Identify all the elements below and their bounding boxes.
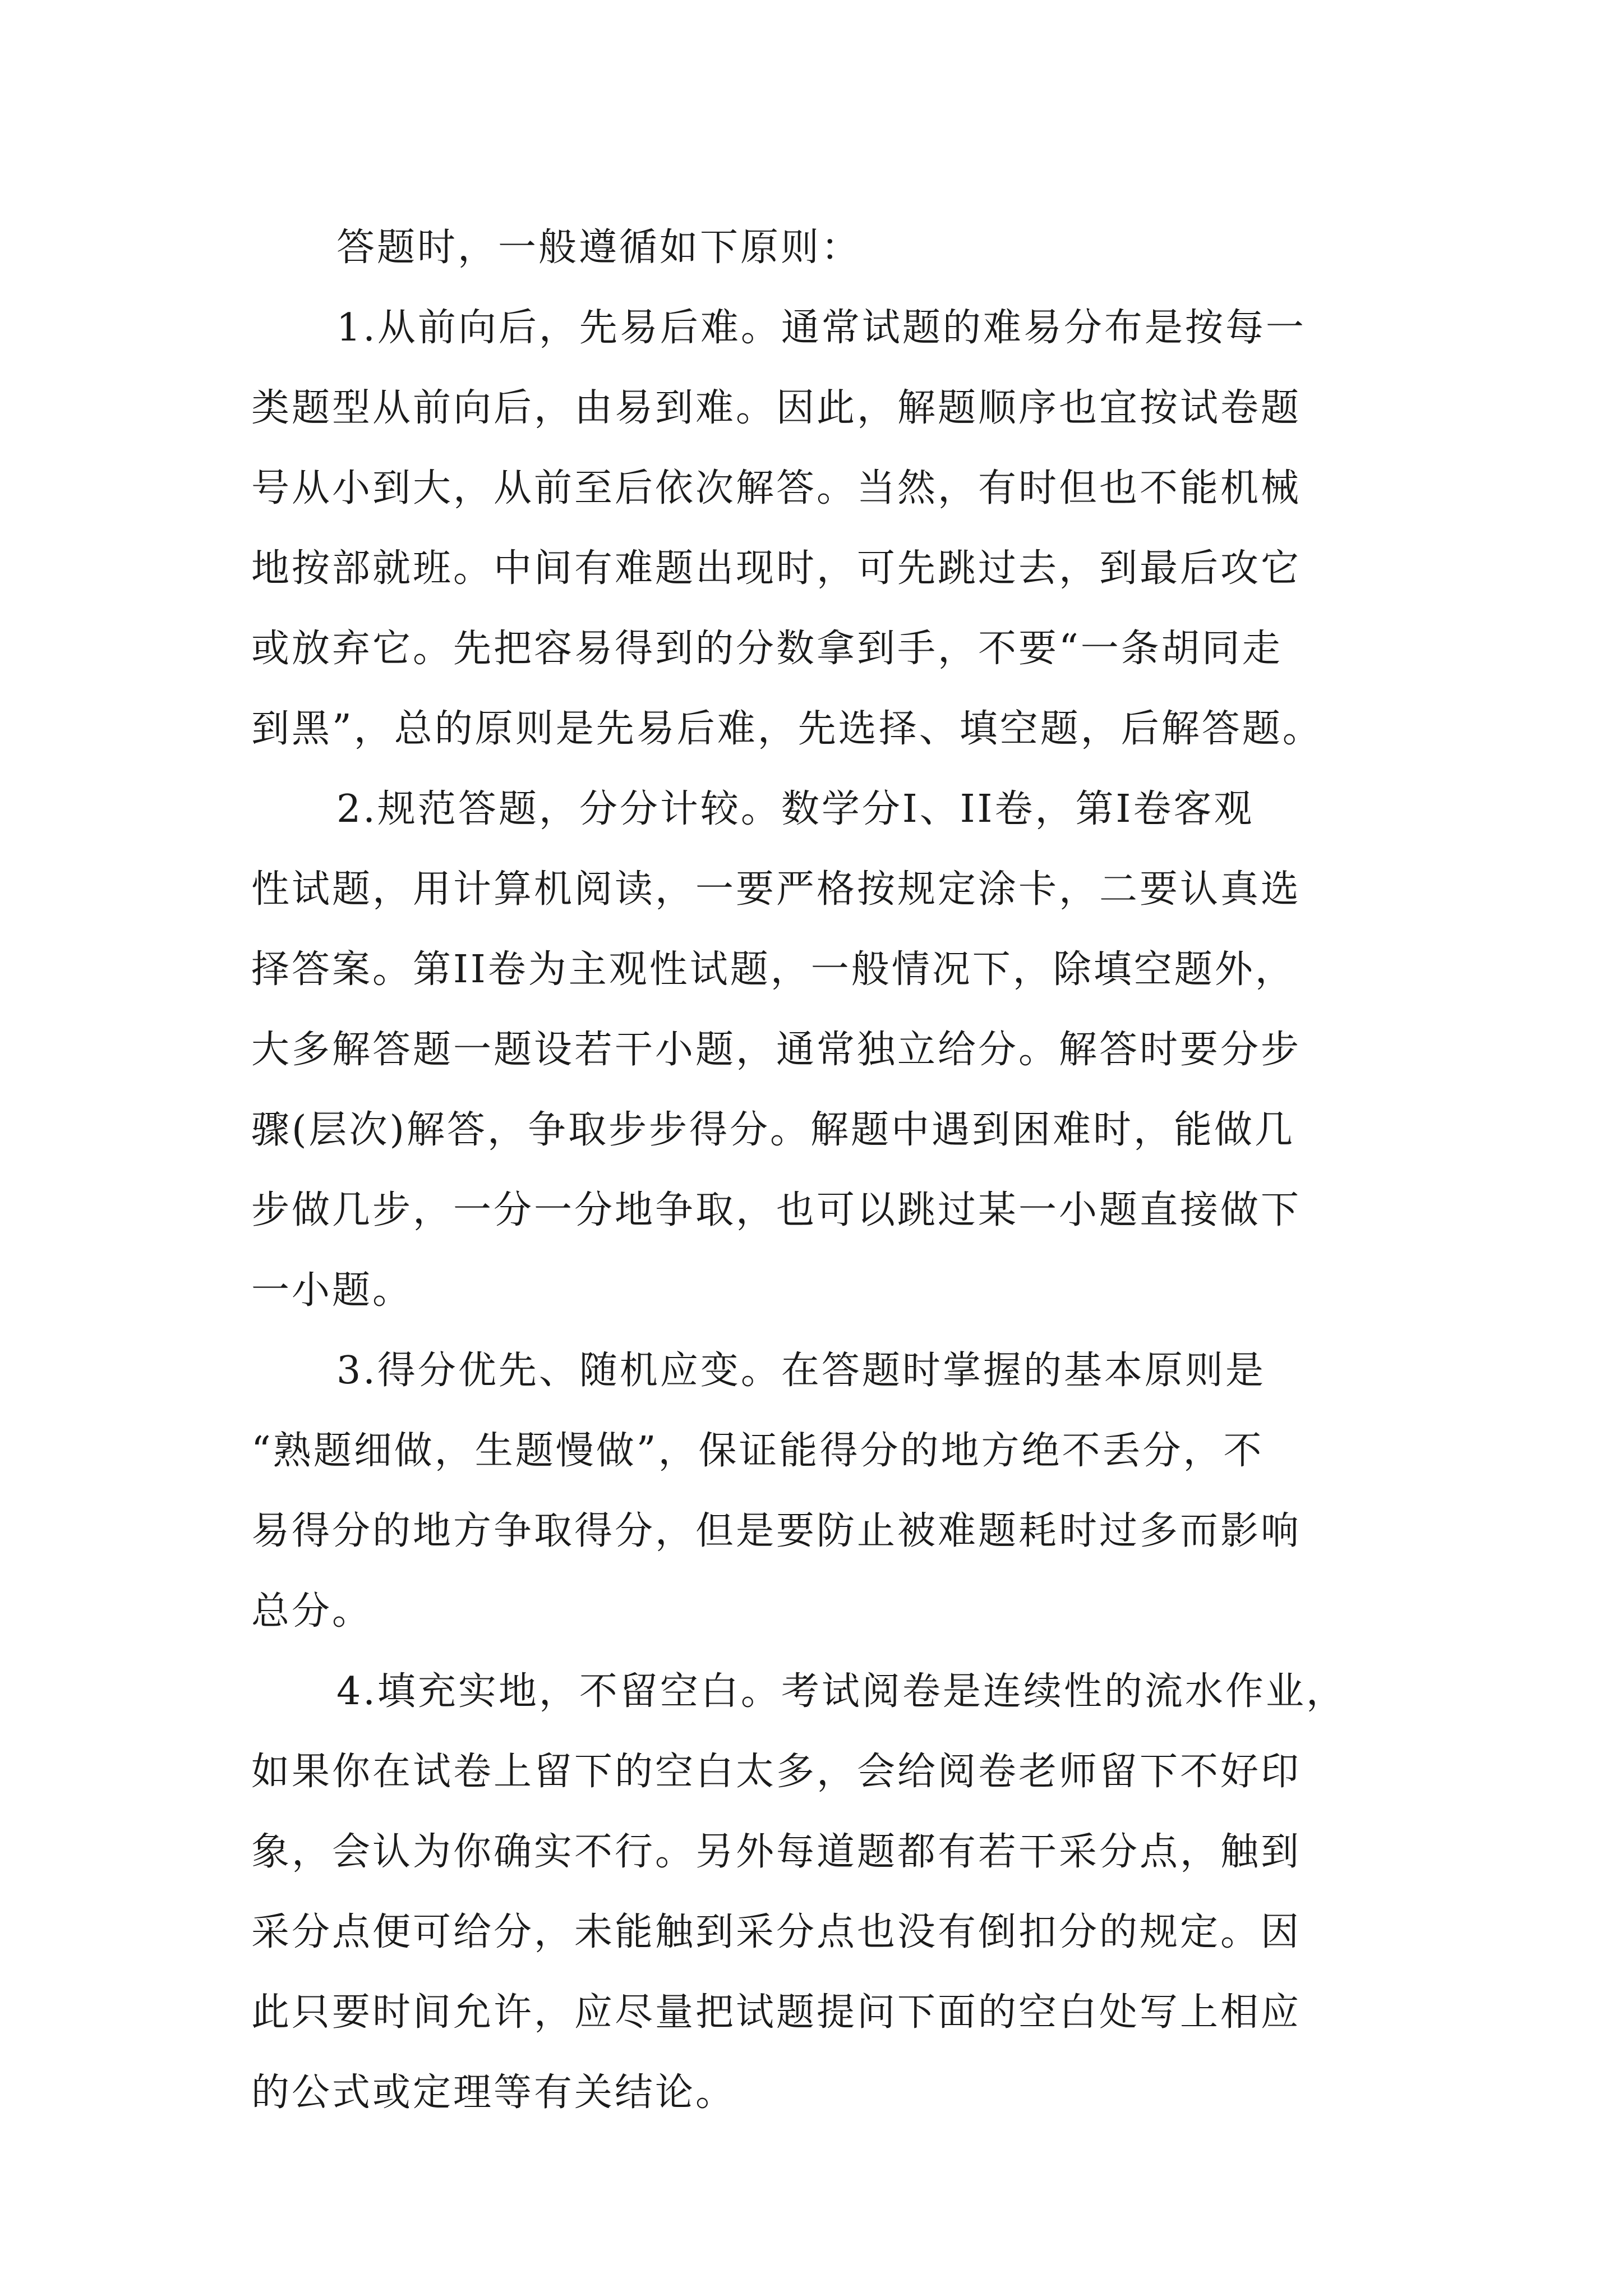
principle-2-line: 择答案。第II卷为主观性试题，一般情况下，除填空题外， xyxy=(251,947,1295,992)
principle-2-line: 骤(层次)解答，争取步步得分。解题中遇到困难时，能做几 xyxy=(251,1108,1295,1152)
principle-4-line: 如果你在试卷上留下的空白太多，会给阅卷老师留下不好印 xyxy=(251,1750,1302,1794)
principle-1-line: 号从小到大，从前至后依次解答。当然，有时但也不能机械 xyxy=(251,466,1302,510)
principle-3-line: 3.得分优先、随机应变。在答题时掌握的基本原则是 xyxy=(336,1349,1266,1393)
principle-3-line: “熟题细做，生题慢做”，保证能得分的地方绝不丢分，不 xyxy=(251,1429,1264,1473)
intro-line: 答题时，一般遵循如下原则： xyxy=(336,226,862,270)
document-body xyxy=(251,208,1402,2133)
principle-3-line: 总分。 xyxy=(251,1589,373,1634)
principle-4-line: 的公式或定理等有关结论。 xyxy=(251,2070,736,2115)
principle-2-line: 步做几步，一分一分地争取，也可以跳过某一小题直接做下 xyxy=(251,1188,1302,1232)
principle-2-line: 一小题。 xyxy=(251,1268,413,1313)
principle-1-line: 1.从前向后，先易后难。通常试题的难易分布是按每一 xyxy=(336,306,1306,350)
principle-1-line: 地按部就班。中间有难题出现时，可先跳过去，到最后攻它 xyxy=(251,546,1302,591)
principle-1-line: 到黑”，总的原则是先易后难，先选择、填空题，后解答题。 xyxy=(251,707,1323,751)
principle-4-line: 象，会认为你确实不行。另外每道题都有若干采分点，触到 xyxy=(251,1830,1302,1874)
principle-1-line: 或放弃它。先把容易得到的分数拿到手，不要“一条胡同走 xyxy=(251,627,1283,671)
principle-4-line: 4.填充实地，不留空白。考试阅卷是连续性的流水作业， xyxy=(336,1669,1347,1714)
principle-2-line: 大多解答题一题设若干小题，通常独立给分。解答时要分步 xyxy=(251,1028,1302,1072)
principle-3-line: 易得分的地方争取得分，但是要防止被难题耗时过多而影响 xyxy=(251,1509,1302,1553)
principle-1-line: 类题型从前向后，由易到难。因此，解题顺序也宜按试卷题 xyxy=(251,386,1302,430)
principle-2-line: 性试题，用计算机阅读，一要严格按规定涂卡，二要认真选 xyxy=(251,867,1302,912)
principle-2-line: 2.规范答题，分分计较。数学分I、II卷，第I卷客观 xyxy=(336,787,1255,831)
principle-4-line: 采分点便可给分，未能触到采分点也没有倒扣分的规定。因 xyxy=(251,1910,1302,1954)
principle-4-line: 此只要时间允许，应尽量把试题提问下面的空白处写上相应 xyxy=(251,1990,1302,2035)
